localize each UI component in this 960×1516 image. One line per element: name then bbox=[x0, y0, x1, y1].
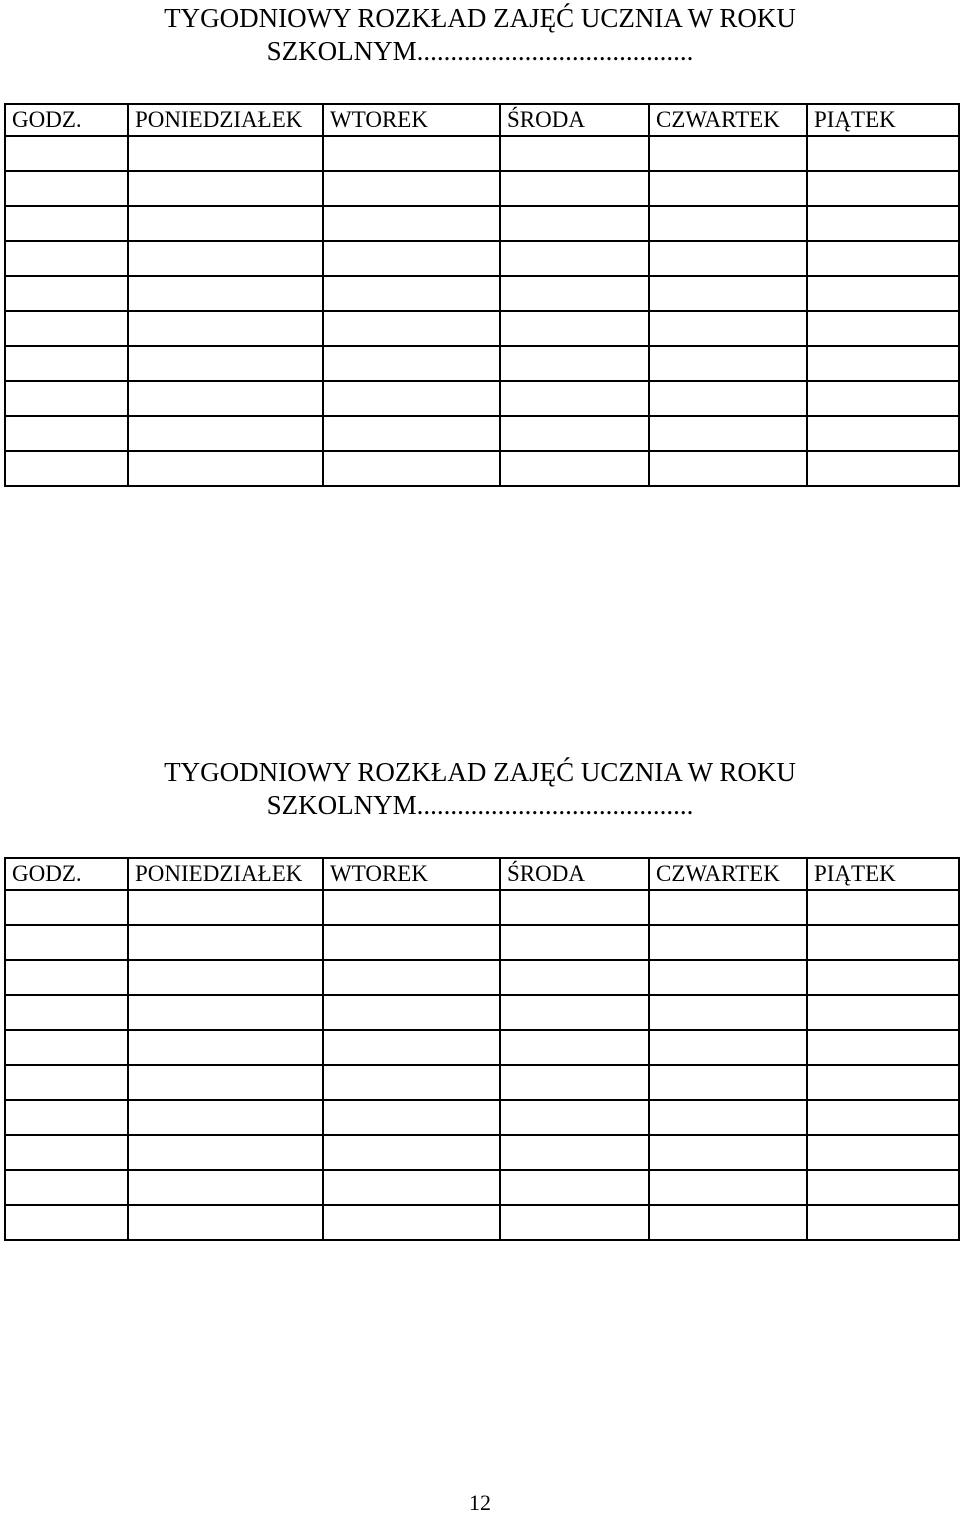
table-cell bbox=[649, 995, 807, 1030]
table-cell bbox=[807, 1030, 959, 1065]
header-row bbox=[5, 104, 959, 136]
header-wtorek: WTOREK bbox=[323, 858, 500, 890]
table-cell bbox=[128, 960, 323, 995]
table-cell bbox=[500, 1065, 649, 1100]
table-cell bbox=[323, 995, 500, 1030]
schedule-title-line2: SZKOLNYM......................................... bbox=[266, 790, 694, 820]
table-row bbox=[5, 1170, 959, 1205]
table-cell bbox=[5, 1205, 128, 1240]
table-cell bbox=[500, 1135, 649, 1170]
table-cell bbox=[128, 416, 323, 451]
header-godz: GODZ. bbox=[5, 104, 128, 136]
table-cell bbox=[128, 1170, 323, 1205]
table-cell bbox=[128, 346, 323, 381]
table-cell bbox=[128, 890, 323, 925]
table-cell bbox=[807, 1170, 959, 1205]
table-cell bbox=[5, 311, 128, 346]
table-cell bbox=[323, 925, 500, 960]
table-cell bbox=[323, 1205, 500, 1240]
table-cell bbox=[807, 136, 959, 171]
table-row bbox=[5, 241, 959, 276]
table-cell bbox=[500, 206, 649, 241]
table-cell bbox=[807, 311, 959, 346]
table-cell bbox=[5, 381, 128, 416]
table-cell bbox=[807, 171, 959, 206]
table-cell bbox=[323, 241, 500, 276]
table-cell bbox=[649, 1205, 807, 1240]
table-cell bbox=[807, 276, 959, 311]
table-cell bbox=[323, 416, 500, 451]
table-cell bbox=[323, 381, 500, 416]
table-cell bbox=[5, 346, 128, 381]
header-row bbox=[5, 858, 959, 890]
table-cell bbox=[807, 206, 959, 241]
table-cell bbox=[5, 1100, 128, 1135]
table-cell bbox=[807, 995, 959, 1030]
table-cell bbox=[128, 311, 323, 346]
header-piatek: PIĄTEK bbox=[807, 104, 959, 136]
schedule-body bbox=[5, 890, 959, 1240]
table-row bbox=[5, 416, 959, 451]
header-czwartek: CZWARTEK bbox=[649, 858, 807, 890]
table-cell bbox=[649, 276, 807, 311]
table-cell bbox=[500, 311, 649, 346]
table-cell bbox=[649, 925, 807, 960]
table-cell bbox=[323, 206, 500, 241]
table-row bbox=[5, 206, 959, 241]
table-cell bbox=[5, 925, 128, 960]
table-row bbox=[5, 1065, 959, 1100]
header-poniedzialek: PONIEDZIAŁEK bbox=[128, 858, 323, 890]
table-cell bbox=[323, 1100, 500, 1135]
table-row bbox=[5, 890, 959, 925]
table-cell bbox=[500, 381, 649, 416]
table-cell bbox=[323, 1170, 500, 1205]
table-cell bbox=[5, 136, 128, 171]
table-cell bbox=[807, 1205, 959, 1240]
table-cell bbox=[807, 346, 959, 381]
table-cell bbox=[649, 1030, 807, 1065]
table-cell bbox=[500, 1030, 649, 1065]
table-row bbox=[5, 171, 959, 206]
table-cell bbox=[500, 995, 649, 1030]
table-cell bbox=[500, 346, 649, 381]
table-cell bbox=[128, 241, 323, 276]
table-cell bbox=[649, 1135, 807, 1170]
table-cell bbox=[649, 1065, 807, 1100]
table-cell bbox=[649, 960, 807, 995]
table-cell bbox=[323, 1135, 500, 1170]
schedule-table bbox=[4, 103, 960, 487]
table-cell bbox=[323, 451, 500, 486]
table-cell bbox=[649, 1170, 807, 1205]
table-cell bbox=[807, 890, 959, 925]
table-row bbox=[5, 995, 959, 1030]
table-row bbox=[5, 1205, 959, 1240]
table-cell bbox=[500, 960, 649, 995]
table-cell bbox=[807, 241, 959, 276]
table-cell bbox=[500, 890, 649, 925]
table-cell bbox=[128, 171, 323, 206]
header-sroda: ŚRODA bbox=[500, 858, 649, 890]
schedule-title-line2: SZKOLNYM......................................... bbox=[266, 36, 694, 66]
table-cell bbox=[128, 995, 323, 1030]
table-row bbox=[5, 136, 959, 171]
schedule-body bbox=[5, 136, 959, 486]
table-row bbox=[5, 1100, 959, 1135]
table-cell bbox=[5, 276, 128, 311]
table-cell bbox=[5, 451, 128, 486]
table-cell bbox=[323, 171, 500, 206]
table-cell bbox=[649, 311, 807, 346]
table-cell bbox=[128, 1030, 323, 1065]
header-wtorek: WTOREK bbox=[323, 104, 500, 136]
table-cell bbox=[500, 416, 649, 451]
table-cell bbox=[649, 241, 807, 276]
table-cell bbox=[500, 451, 649, 486]
table-cell bbox=[649, 346, 807, 381]
table-cell bbox=[5, 1030, 128, 1065]
table-cell bbox=[5, 1170, 128, 1205]
table-row bbox=[5, 925, 959, 960]
table-cell bbox=[5, 1135, 128, 1170]
table-cell bbox=[500, 136, 649, 171]
table-cell bbox=[500, 1170, 649, 1205]
table-row bbox=[5, 451, 959, 486]
table-row bbox=[5, 1030, 959, 1065]
table-cell bbox=[128, 276, 323, 311]
table-cell bbox=[807, 925, 959, 960]
schedule-title-line1: TYGODNIOWY ROZKŁAD ZAJĘĆ UCZNIA W ROKU bbox=[164, 757, 796, 787]
table-row bbox=[5, 311, 959, 346]
table-cell bbox=[807, 1100, 959, 1135]
table-cell bbox=[5, 960, 128, 995]
table-row bbox=[5, 346, 959, 381]
table-cell bbox=[500, 276, 649, 311]
table-cell bbox=[649, 890, 807, 925]
table-cell bbox=[128, 451, 323, 486]
table-cell bbox=[5, 171, 128, 206]
table-cell bbox=[649, 206, 807, 241]
table-cell bbox=[128, 1205, 323, 1240]
table-cell bbox=[649, 451, 807, 486]
table-cell bbox=[807, 1135, 959, 1170]
table-cell bbox=[323, 136, 500, 171]
table-cell bbox=[807, 416, 959, 451]
table-cell bbox=[323, 1065, 500, 1100]
table-cell bbox=[807, 451, 959, 486]
table-cell bbox=[323, 276, 500, 311]
table-cell bbox=[5, 1065, 128, 1100]
table-cell bbox=[5, 890, 128, 925]
table-cell bbox=[500, 171, 649, 206]
table-cell bbox=[128, 136, 323, 171]
table-cell bbox=[128, 1065, 323, 1100]
table-cell bbox=[649, 136, 807, 171]
table-row bbox=[5, 276, 959, 311]
header-piatek: PIĄTEK bbox=[807, 858, 959, 890]
table-cell bbox=[500, 925, 649, 960]
header-godz: GODZ. bbox=[5, 858, 128, 890]
page-number: 12 bbox=[469, 1490, 491, 1515]
schedule-table bbox=[4, 857, 960, 1241]
table-row bbox=[5, 1135, 959, 1170]
table-cell bbox=[128, 381, 323, 416]
table-cell bbox=[807, 960, 959, 995]
table-cell bbox=[5, 995, 128, 1030]
header-sroda: ŚRODA bbox=[500, 104, 649, 136]
table-cell bbox=[807, 1065, 959, 1100]
table-row bbox=[5, 381, 959, 416]
table-cell bbox=[649, 1100, 807, 1135]
table-cell bbox=[128, 925, 323, 960]
table-cell bbox=[5, 241, 128, 276]
table-cell bbox=[323, 1030, 500, 1065]
schedule-title-line1: TYGODNIOWY ROZKŁAD ZAJĘĆ UCZNIA W ROKU bbox=[164, 3, 796, 33]
table-cell bbox=[323, 960, 500, 995]
table-cell bbox=[323, 346, 500, 381]
table-cell bbox=[128, 1100, 323, 1135]
header-poniedzialek: PONIEDZIAŁEK bbox=[128, 104, 323, 136]
table-cell bbox=[5, 416, 128, 451]
table-cell bbox=[323, 311, 500, 346]
table-cell bbox=[807, 381, 959, 416]
table-cell bbox=[5, 206, 128, 241]
table-cell bbox=[649, 416, 807, 451]
table-cell bbox=[128, 206, 323, 241]
table-row bbox=[5, 960, 959, 995]
table-cell bbox=[500, 1100, 649, 1135]
table-cell bbox=[500, 241, 649, 276]
table-cell bbox=[500, 1205, 649, 1240]
table-cell bbox=[649, 171, 807, 206]
table-cell bbox=[323, 890, 500, 925]
table-cell bbox=[128, 1135, 323, 1170]
table-cell bbox=[649, 381, 807, 416]
header-czwartek: CZWARTEK bbox=[649, 104, 807, 136]
